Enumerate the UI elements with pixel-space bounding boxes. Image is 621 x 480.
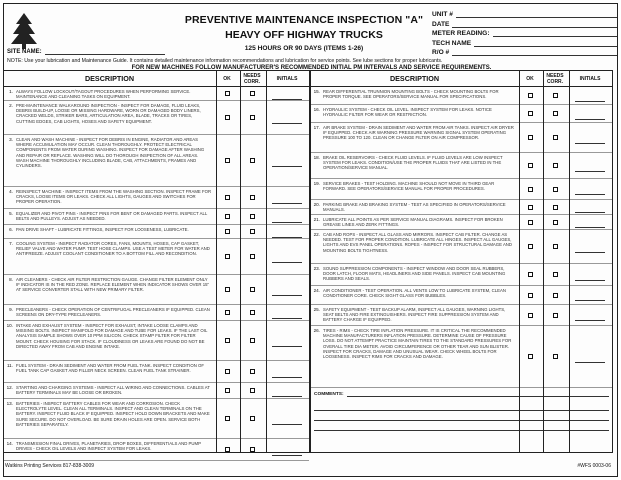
checklist-item (4, 187, 309, 209)
checklist-item (4, 87, 309, 101)
lubrication-note: NOTE: Use your lubrication and Maintenance Guide. It contains detailed maintenance information recommendations and lubrication for service points. See lube sections for proper lubricants. (7, 58, 443, 64)
needs-corr-header: NEEDS CORR. (546, 73, 564, 85)
needs-corr-cell (542, 105, 568, 122)
item-description: HYDRAULIC SYSTEM - CHECK OIL LEVEL. INSPECT SYSTEM FOR LEAKS. NOTICE HYDRAULIC FILTER FOR WEAR OR RESTRICTION. (323, 107, 492, 118)
ok-cell (518, 264, 542, 285)
checklist-item (4, 239, 309, 275)
item-number: 20. (313, 202, 320, 207)
checklist-item (4, 225, 309, 239)
initials-line[interactable] (575, 295, 605, 301)
needs-corr-checkbox[interactable] (553, 205, 558, 210)
ok-checkbox[interactable] (528, 313, 533, 318)
ok-checkbox[interactable] (528, 205, 533, 210)
item-description: STARTING AND CHARGING SYSTEMS - INSPECT ALL WIRING AND CONNECTIONS. CABLES AT BATTERY TERMINALS MAY BE LOOSE OR BROKEN. (16, 385, 210, 396)
initials-line[interactable] (272, 313, 302, 319)
initials-cell (265, 209, 309, 224)
initials-line[interactable] (272, 372, 302, 378)
ok-cell (518, 305, 542, 325)
checklist-item (311, 230, 612, 264)
initials-cell (265, 239, 309, 274)
needs-corr-checkbox[interactable] (250, 158, 255, 163)
initials-cell (568, 326, 612, 387)
ok-cell (215, 239, 239, 274)
needs-corr-cell (542, 123, 568, 152)
initials-line[interactable] (272, 161, 302, 167)
item-description: CLEAN AND WASH MACHINE - INSPECT FOR DEBRIS IN ENGINE, RADIATOR AND AREAS WHERE ACCUMULATION MAY OCCUR. CLEAN THOROUGHLY. PROTECT ELECTRICAL COMPONENTS FROM WATER DURING WASHING. INSPECT FOR DAMAGE AFTER WASHING AND REPAIR OR REPLACE. WASHING WILL DO THOROUGH INSPECTION OF ALL AREAS. WASH MACHINE THOROUGHLY INCLUDING BLADE, CAB, ATTACHMENTS, FRAMES AND CYLINDERS. (16, 137, 205, 169)
unit-info-fields (432, 9, 617, 56)
needs-corr-checkbox[interactable] (553, 313, 558, 318)
ok-cell (518, 179, 542, 199)
comments-line[interactable] (314, 401, 609, 411)
ok-checkbox[interactable] (225, 254, 230, 259)
checklist-item (4, 209, 309, 225)
item-number: 24. (313, 288, 320, 293)
checklist-item (4, 383, 309, 399)
ok-checkbox[interactable] (528, 272, 533, 277)
item-description: BRAKE OIL RESERVOIRS - CHECK FLUID LEVELS. IF FLUID LEVELS ARE LOW INSPECT SYSTEM FOR LEAKS. CONDITION/USE THE PROPER FLUIDS THAT ARE LISTED IN THE OPERATION/SERVICE MANUAL. (323, 155, 503, 171)
item-number: 13. (6, 401, 13, 406)
item-description: ALWAYS FOLLOW LOCKOUT/TAGOUT PROCEDURES WHEN PERFORMING SERVICE. MAINTENANCE AND CLEANING TASKS ON EQUIPMENT. (16, 89, 191, 100)
ok-cell (518, 230, 542, 263)
ok-checkbox[interactable] (528, 187, 533, 192)
item-number: 11. (6, 363, 13, 368)
ok-header: OK (223, 76, 231, 82)
initials-cell (568, 153, 612, 178)
needs-corr-header: NEEDS CORR. (243, 73, 261, 85)
checklist-item (4, 321, 309, 361)
ok-cell (518, 153, 542, 178)
item-description: LUBRICATE ALL POINTS AS PER SERVICE MANUAL DIAGRAMS. INSPECT FOR BROKEN GREASE LINES AND ZERK FITTINGS. (323, 217, 503, 228)
initials-line[interactable] (272, 391, 302, 397)
item-number: 1. (9, 89, 13, 94)
item-description: FUEL SYSTEM - DRAIN SEDIMENT AND WATER FROM FUEL TANK. INSPECT CONDITION OF FUEL TANK CAP GASKET AND FILLER NECK SCREEN. CLEAN FUEL TANK STRAINER. (16, 363, 204, 374)
checklist-item (311, 153, 612, 179)
date-field[interactable]: DATE (432, 18, 617, 27)
needs-corr-checkbox[interactable] (250, 115, 255, 120)
item-number: 25. (313, 307, 320, 312)
ok-cell (215, 275, 239, 304)
ok-checkbox[interactable] (528, 163, 533, 168)
item-description: SAFETY EQUIPMENT - TEST BACKUP ALARM, INSPECT ALL GAUGES, WARNING LIGHTS, SEAT BELTS AND FIRE EXTINGUISHERS. INSPECT FIRE SUPPRESSION SYSTEM AND BATTERY CHARGE IF EQUIPPED. (323, 307, 506, 323)
initials-cell (265, 399, 309, 438)
description-header: DESCRIPTION (389, 74, 440, 83)
ok-cell (518, 286, 542, 304)
needs-corr-checkbox[interactable] (250, 388, 255, 393)
ok-checkbox[interactable] (225, 214, 230, 219)
item-description: BATTERIES - INSPECT BATTERY CABLES FOR WEAR AND CORROSION. CHECK ELECTROLYTE LEVEL. CLEAN ALL TERMINALS. INSPECT AND CLEAN TERMINALS ON THE BATTERY. INSPECT FLUID BLACK IF EQUIPPED. INSPECT HOLD DOWN BRACKETS AND MAKE SURE SECURE. DO NOT OVERLOAD. BE SURE DRAIN HOLES ARE OPEN. SERVICE BOTH BATTERIES SEPARATELY. (16, 401, 210, 427)
initials-line[interactable] (272, 290, 302, 296)
ok-checkbox[interactable] (225, 369, 230, 374)
item-number: 17. (313, 125, 320, 130)
item-description: INTAKE AND EXHAUST SYSTEM - INSPECT FOR EXHAUST, INTAKE LOOSE CLAMPS AND MISSING BOLTS. INSPECT MANIFOLD FOR DAMAGE AND TUBE FOR LEAKS. IF THE LAST OIL ANALYSIS SAMPLE SHOWS OVER 10 PPM SILICON. CHECK STAMP FILTER FOR FILTER MOUNT. CHECK HOUSING FOR STACK. IF CLOUDINESS OR LEAKS ARE FOUND DO NOT BE DIRECTED AWAY FROM CAB AND ENGINE INTAKE. (16, 323, 208, 349)
new-machine-note: FOR NEW MACHINES FOLLOW MANUFACTURER'S RECOMMENDED INITIAL PM INTERVALS AND SERVICE REQUIREMENTS. (131, 65, 492, 71)
ok-cell (215, 225, 239, 238)
comments-field[interactable]: COMMENTS: (311, 388, 612, 401)
initials-cell (568, 230, 612, 263)
ok-cell (518, 200, 542, 214)
checklist-item (311, 286, 612, 305)
initials-cell (265, 87, 309, 100)
ok-checkbox[interactable] (225, 158, 230, 163)
initials-line[interactable] (575, 166, 605, 172)
needs-corr-checkbox[interactable] (553, 135, 558, 140)
item-description: COOLING SYSTEM - INSPECT RADIATOR CORES, FANS, MOUNTS, HOSES, CAP GASKET, RELIEF VALVE AND WATER PUMP. TEST HOSE CLAMPS. USE A TEST METER FOR WATER AND ANTIFREEZE. ADJUST COOLANT CONDITIONER TO A BOTTOM FILL AND RECONDITION. (16, 241, 210, 257)
ok-checkbox[interactable] (225, 338, 230, 343)
item-number: 4. (9, 189, 13, 194)
ok-cell (215, 399, 239, 438)
needs-corr-cell (542, 87, 568, 104)
checklist-item (4, 305, 309, 321)
initials-cell (568, 305, 612, 325)
ok-checkbox[interactable] (225, 195, 230, 200)
checklist-item (4, 399, 309, 439)
checklist-right (310, 70, 613, 453)
checklist-item (311, 200, 612, 215)
initials-cell (568, 105, 612, 122)
needs-corr-cell (239, 225, 265, 238)
initials-header: INITIALS (579, 76, 601, 82)
initials-cell (265, 383, 309, 398)
item-number: 15. (313, 89, 320, 94)
needs-corr-cell (239, 209, 265, 224)
initials-line[interactable] (575, 247, 605, 253)
initials-cell (568, 179, 612, 199)
site-name-field[interactable]: SITE NAME: (7, 49, 165, 55)
ok-cell (215, 101, 239, 134)
initials-cell (265, 275, 309, 304)
initials-line[interactable] (575, 275, 605, 281)
initials-line[interactable] (272, 217, 302, 223)
ok-checkbox[interactable] (528, 93, 533, 98)
needs-corr-cell (239, 101, 265, 134)
initials-cell (265, 101, 309, 134)
ro-number-field[interactable]: R/O # (432, 47, 617, 56)
ok-cell (518, 87, 542, 104)
checklist-item (311, 264, 612, 286)
needs-corr-checkbox[interactable] (250, 229, 255, 234)
ok-cell (215, 321, 239, 360)
item-description: SERVICE BRAKES - TEST HOLDING. MACHINE SHOULD NOT MOVE IN THIRD GEAR FORWARD. SEE OPERATORS/SERVICE MANUAL FOR PROPER PROCEDURES. (323, 181, 495, 192)
item-description: TRANSMISSION FINAL DRIVES, PLANETARIES, DROP BOXES, DIFFERENTIALS AND PUMP DRIVES - CHECK OIL LEVELS AND INSPECT SYSTEM FOR LEAKS. (16, 441, 201, 452)
ok-cell (215, 305, 239, 320)
item-description: CAB AND ROPS - INSPECT ALL GLASS AND MIRRORS. INSPECT CAB FILTER. CHANGE AS NEEDED. TEST FOR PROPER CONDITION. LUBRICATE ALL HINGES. INSPECT ALL GAUGES, LIGHTS AND EVS PANEL OPERATIONS. ROPES - INSPECT FOR STRUCTURAL DAMAGE AND MOUNTING BOLTS TIGHTNESS. (323, 232, 513, 253)
needs-corr-cell (542, 286, 568, 304)
ok-checkbox[interactable] (528, 220, 533, 225)
needs-corr-checkbox[interactable] (553, 244, 558, 249)
initials-line[interactable] (575, 207, 605, 213)
checklist-item (311, 105, 612, 123)
needs-corr-cell (542, 179, 568, 199)
item-description: AIR BRAKE SYSTEM - DRAIN SEDIMENT AND WATER FROM AIR TANKS. INSPECT AIR DRYER IF EQUIPPED. CHECK AIR WARNING PRESSURE WARNING SIGNAL SYSTEM OPERATING PRESSURE 100 TO 120. CLEAN OR CHANGE FILTER ON AIR COMPRESSOR. (323, 125, 514, 141)
item-number: 26. (313, 328, 320, 333)
ok-cell (518, 123, 542, 152)
needs-corr-checkbox[interactable] (250, 287, 255, 292)
item-number: 18. (313, 155, 320, 160)
item-description: EQUALIZER AND PIVOT PINS - INSPECT PINS FOR BENT OR DAMAGED PARTS. INSPECT ALL BELTS AND PULLEYS. ADJUST AS NEEDED. (16, 211, 208, 222)
initials-line[interactable] (272, 118, 302, 124)
ok-cell (518, 326, 542, 387)
initials-cell (568, 123, 612, 152)
initials-line[interactable] (575, 138, 605, 144)
printer-credit: Watkins Printing Services 817-838-3009 (5, 463, 95, 469)
comments-line[interactable] (314, 411, 609, 421)
needs-corr-cell (542, 215, 568, 229)
ok-checkbox[interactable] (225, 388, 230, 393)
ok-checkbox[interactable] (225, 287, 230, 292)
column-headers (311, 71, 612, 87)
needs-corr-checkbox[interactable] (250, 447, 255, 452)
needs-corr-checkbox[interactable] (553, 163, 558, 168)
checklist-left (3, 70, 310, 453)
ok-checkbox[interactable] (528, 135, 533, 140)
needs-corr-checkbox[interactable] (553, 220, 558, 225)
needs-corr-checkbox[interactable] (250, 338, 255, 343)
checklist-item (4, 101, 309, 135)
initials-cell (568, 87, 612, 104)
needs-corr-checkbox[interactable] (250, 310, 255, 315)
item-description: TIRES - RIMS - CHECK TIRE INFLATION PRESSURE. IT IS CRITICAL THE RECOMMENDED MACHINE MANUFACTURERS INFLATION PRESSURE. DETERMINE CAUSE OF PRESSURE LOSS. DO NOT ATTEMPT PRACTICE MAINTAIN TIRES TO THE STANDARD PRESSURES FOR OVERALL TIRE DIA METER. AVOID CIRCUMFERENCE OR OTHER TEAR AND SUN BLISTER. INSPECT FOR CRACKS, DAMAGE AND UNUSUAL WEAR. CHECK WHEEL BOLTS FOR LOOSENESS. INSPECT RIMS FOR CRACKS AND DAMAGE. (323, 328, 512, 360)
initials-line[interactable] (272, 232, 302, 238)
needs-corr-checkbox[interactable] (250, 416, 255, 421)
initials-line[interactable] (272, 257, 302, 263)
initials-cell (568, 264, 612, 285)
ok-checkbox[interactable] (225, 229, 230, 234)
initials-cell (265, 187, 309, 208)
initials-line[interactable] (272, 341, 302, 347)
needs-corr-cell (239, 87, 265, 100)
initials-line[interactable] (575, 96, 605, 102)
needs-corr-checkbox[interactable] (553, 354, 558, 359)
initials-line[interactable] (575, 315, 605, 321)
ok-header: OK (526, 76, 534, 82)
needs-corr-cell (239, 361, 265, 382)
needs-corr-cell (542, 230, 568, 263)
item-number: 23. (313, 266, 320, 271)
needs-corr-cell (542, 264, 568, 285)
item-number: 21. (313, 217, 320, 222)
needs-corr-checkbox[interactable] (553, 293, 558, 298)
ok-cell (215, 187, 239, 208)
checklist-item (311, 87, 612, 105)
checklist-item (311, 215, 612, 230)
needs-corr-cell (239, 439, 265, 460)
initials-cell (568, 215, 612, 229)
comments-line[interactable] (314, 421, 609, 431)
needs-corr-cell (239, 305, 265, 320)
needs-corr-checkbox[interactable] (553, 187, 558, 192)
ok-checkbox[interactable] (225, 416, 230, 421)
initials-line[interactable] (272, 419, 302, 425)
form-number: #WFS 0003-06 (577, 463, 611, 469)
initials-cell (265, 305, 309, 320)
needs-corr-cell (239, 239, 265, 274)
needs-corr-cell (542, 326, 568, 387)
ok-checkbox[interactable] (225, 310, 230, 315)
needs-corr-cell (239, 383, 265, 398)
ok-checkbox[interactable] (225, 115, 230, 120)
ok-checkbox[interactable] (528, 293, 533, 298)
service-interval: 125 HOURS OR 90 DAYS (ITEMS 1-26) (244, 45, 364, 52)
ok-cell (215, 361, 239, 382)
initials-line[interactable] (272, 450, 302, 456)
tech-name-field[interactable]: TECH NAME (432, 37, 617, 46)
item-number: 7. (9, 241, 13, 246)
ok-cell (215, 209, 239, 224)
item-number: 9. (9, 307, 13, 312)
ok-checkbox[interactable] (528, 111, 533, 116)
unit-number-field[interactable]: UNIT # (432, 9, 617, 18)
item-number: 3. (9, 137, 13, 142)
ok-checkbox[interactable] (528, 244, 533, 249)
needs-corr-checkbox[interactable] (553, 272, 558, 277)
needs-corr-checkbox[interactable] (553, 93, 558, 98)
item-description: PAN DRIVE SHAFT - LUBRICATE FITTINGS, INSPECT FOR LOOSENESS, LUBRICATE. (16, 227, 189, 232)
needs-corr-checkbox[interactable] (250, 91, 255, 96)
checklist-item (4, 135, 309, 187)
item-description: PRE-MAINTENANCE WALKAROUND INSPECTION - INSPECT FOR DAMAGE, FLUID LEAKS, DEBRIS BUILD-UP, LOOSE OR MISSING HARDWARE, WORN OR DAMAGED BODY LINERS, CRACKED WELDS, STRIKER BARS, ARTICULATION AREA, BLADE, TRACKS OR TIRES, CUTTING EDGES, CAB LIGHTS, HOSES AND SAFETY EQUIPMENT. (16, 103, 201, 124)
initials-line[interactable] (575, 222, 605, 228)
initials-cell (265, 321, 309, 360)
needs-corr-checkbox[interactable] (250, 214, 255, 219)
item-number: 16. (313, 107, 320, 112)
needs-corr-checkbox[interactable] (250, 195, 255, 200)
initials-line[interactable] (272, 198, 302, 204)
item-description: PARKING BRAKE AND BRAKING SYSTEM - TEST AS SPECIFIED IN OPERATORS/SERVICE MANUALS. (323, 202, 506, 213)
checklist-item (4, 275, 309, 305)
ok-checkbox[interactable] (225, 447, 230, 452)
needs-corr-checkbox[interactable] (250, 369, 255, 374)
item-description: AIR CONDITIONER - TEST OPERATION. ALL VENTS LOW TO LUBRICATE SYSTEM, CLEAN CONDITIONER CORE. CHECK SIGHT GLASS FOR BUBBLES. (323, 288, 506, 299)
ok-cell (518, 105, 542, 122)
checklist-item (311, 179, 612, 200)
item-number: 2. (9, 103, 13, 108)
initials-cell (265, 135, 309, 186)
item-description: SOUND SUPPRESSION COMPONENTS - INSPECT WINDOW AND DOOR SEAL RUBBERS, DOOR LATCH, FLOOR MATS, HEADLINERS AND SIDE PANELS. INSPECT CAB MOUNTING RUBBERS AND SEALS. (323, 266, 506, 282)
checklist-item (4, 439, 309, 461)
ok-cell (215, 135, 239, 186)
initials-line[interactable] (272, 94, 302, 100)
item-description: PRECLEANERS - CHECK OPERATION OF CENTRIFUGAL PRECLEANERS IF EQUIPPED. CLEAN SCREENS ON DRY-TYPE PRECLEANERS. (16, 307, 210, 318)
initials-cell (265, 225, 309, 238)
needs-corr-checkbox[interactable] (553, 111, 558, 116)
needs-corr-cell (542, 200, 568, 214)
initials-cell (265, 361, 309, 382)
needs-corr-checkbox[interactable] (250, 254, 255, 259)
checklist-item (311, 326, 612, 388)
initials-cell (568, 286, 612, 304)
ok-checkbox[interactable] (225, 91, 230, 96)
needs-corr-cell (239, 321, 265, 360)
initials-header: INITIALS (276, 76, 298, 82)
checklist-item (4, 361, 309, 383)
ok-cell (215, 87, 239, 100)
meter-reading-field[interactable]: METER READING: (432, 28, 617, 37)
item-description: AIR CLEANERS - CHECK AIR FILTER RESTRICTION GAUGE. CHANGE FILTER ELEMENT ONLY IF INDICATOR IS IN THE RED ZONE. REPLACE ELEMENT WHEN INDICATOR SHOWS OVER 15" AT SERVICE CONVERTER STALL WITH NEW PRIMARY FILTER. (16, 277, 210, 293)
item-description: REINSPECT MACHINE - INSPECT ITEMS FROM THE WASHING SECTION. INSPECT FRAME FOR CRACKS, LOOSE ITEMS OR LEAKS. CHECK ALL LIGHTS, GAUGES AND SWITCHES FOR PROPER OPERATION. (16, 189, 212, 205)
initials-line[interactable] (575, 357, 605, 363)
ok-cell (215, 383, 239, 398)
needs-corr-cell (542, 153, 568, 178)
form-subtitle: HEAVY OFF HIGHWAY TRUCKS (225, 29, 383, 41)
item-number: 5. (9, 211, 13, 216)
needs-corr-cell (239, 187, 265, 208)
description-header: DESCRIPTION (84, 74, 135, 83)
form-title: PREVENTIVE MAINTENANCE INSPECTION "A" (184, 14, 424, 26)
initials-cell (265, 439, 309, 460)
item-number: 19. (313, 181, 320, 186)
initials-line[interactable] (575, 114, 605, 120)
ok-cell (215, 439, 239, 460)
item-number: 12. (6, 385, 13, 390)
item-number: 22. (313, 232, 320, 237)
ok-cell (518, 215, 542, 229)
needs-corr-cell (239, 399, 265, 438)
checklist-item (311, 123, 612, 153)
initials-line[interactable] (575, 189, 605, 195)
item-number: 8. (9, 277, 13, 282)
item-number: 6. (9, 227, 13, 232)
initials-cell (568, 200, 612, 214)
column-headers (4, 71, 309, 87)
needs-corr-cell (239, 275, 265, 304)
item-number: 14. (6, 441, 13, 446)
needs-corr-cell (542, 305, 568, 325)
item-description: REAR DIFFERENTIAL TRUNNION MOUNTING BOLTS - CHECK MOUNTING BOLTS FOR PROPER TORQUE. SEE OPERATORS/SERVICE MANUAL FOR SPECIFICATIONS. (323, 89, 499, 100)
needs-corr-cell (239, 135, 265, 186)
item-number: 10. (6, 323, 13, 328)
ok-checkbox[interactable] (528, 354, 533, 359)
checklist-item (311, 305, 612, 326)
